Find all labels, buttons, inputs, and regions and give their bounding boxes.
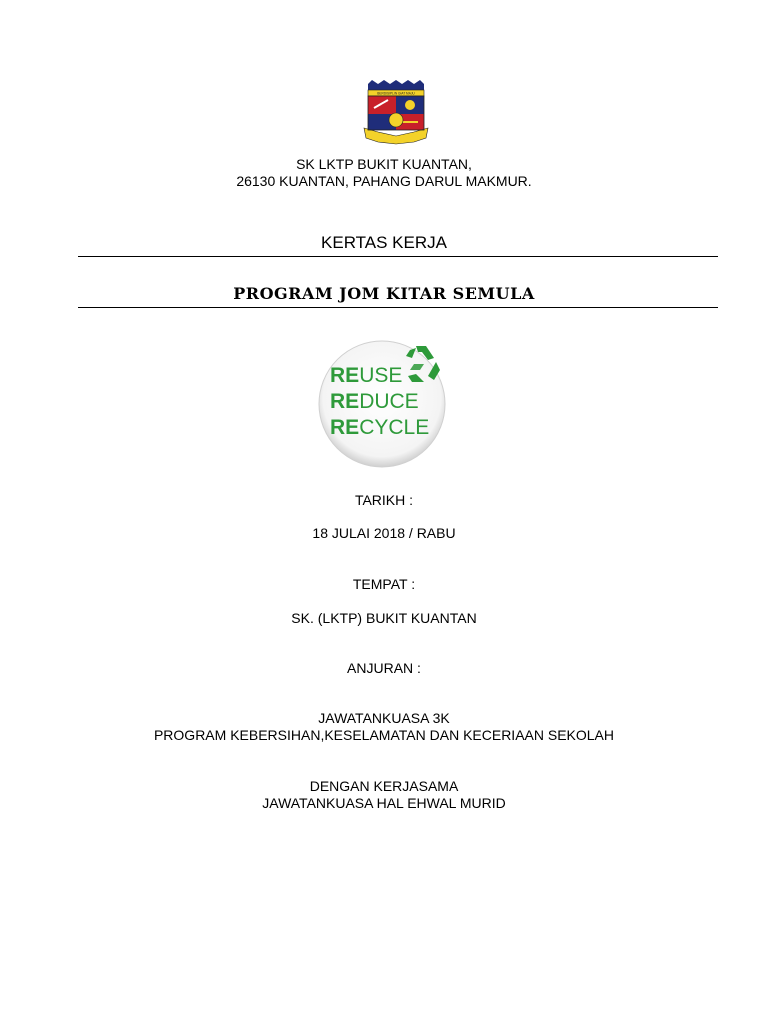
- logo-recycle-prefix: RE: [330, 416, 360, 439]
- logo-recycle-suffix: CYCLE: [359, 416, 430, 439]
- venue-label: TEMPAT :: [352, 576, 416, 592]
- collaboration-line-2: JAWATANKUASA HAL EHWAL MURID: [262, 795, 506, 811]
- organizer-line-2: PROGRAM KEBERSIHAN,KESELAMATAN DAN KECERIAAN SEKOLAH: [153, 727, 615, 743]
- logo-reuse-prefix: RE: [330, 364, 360, 387]
- logo-line-reduce: [330, 390, 419, 413]
- logo-reuse-suffix: USE: [359, 364, 403, 387]
- venue-value: SK. (LKTP) BUKIT KUANTAN: [291, 610, 477, 626]
- date-value: 18 JULAI 2018 / RABU: [312, 525, 456, 541]
- collaboration-line-1: DENGAN KERJASAMA: [309, 778, 459, 794]
- divider-top: [78, 256, 718, 257]
- reuse-reduce-recycle-logo: [316, 336, 448, 472]
- organizer-line-1: JAWATANKUASA 3K: [318, 710, 450, 726]
- divider-bottom: [78, 307, 718, 308]
- logo-reduce-prefix: RE: [330, 390, 360, 413]
- document-type-heading: KERTAS KERJA: [321, 233, 447, 252]
- school-address-line-2: 26130 KUANTAN, PAHANG DARUL MAKMUR.: [236, 173, 532, 189]
- crest-motto-text: BERDISIPLIN GIAT MAJU: [377, 91, 415, 96]
- logo-line-reuse: [330, 364, 402, 387]
- program-title: PROGRAM JOM KITAR SEMULA: [233, 284, 535, 303]
- date-label: TARIKH :: [354, 492, 414, 508]
- logo-line-recycle: [330, 416, 429, 439]
- school-crest-logo: [360, 78, 432, 150]
- logo-reduce-suffix: DUCE: [359, 390, 419, 413]
- school-address-line-1: SK LKTP BUKIT KUANTAN,: [296, 156, 472, 172]
- organizer-label: ANJURAN :: [347, 660, 421, 676]
